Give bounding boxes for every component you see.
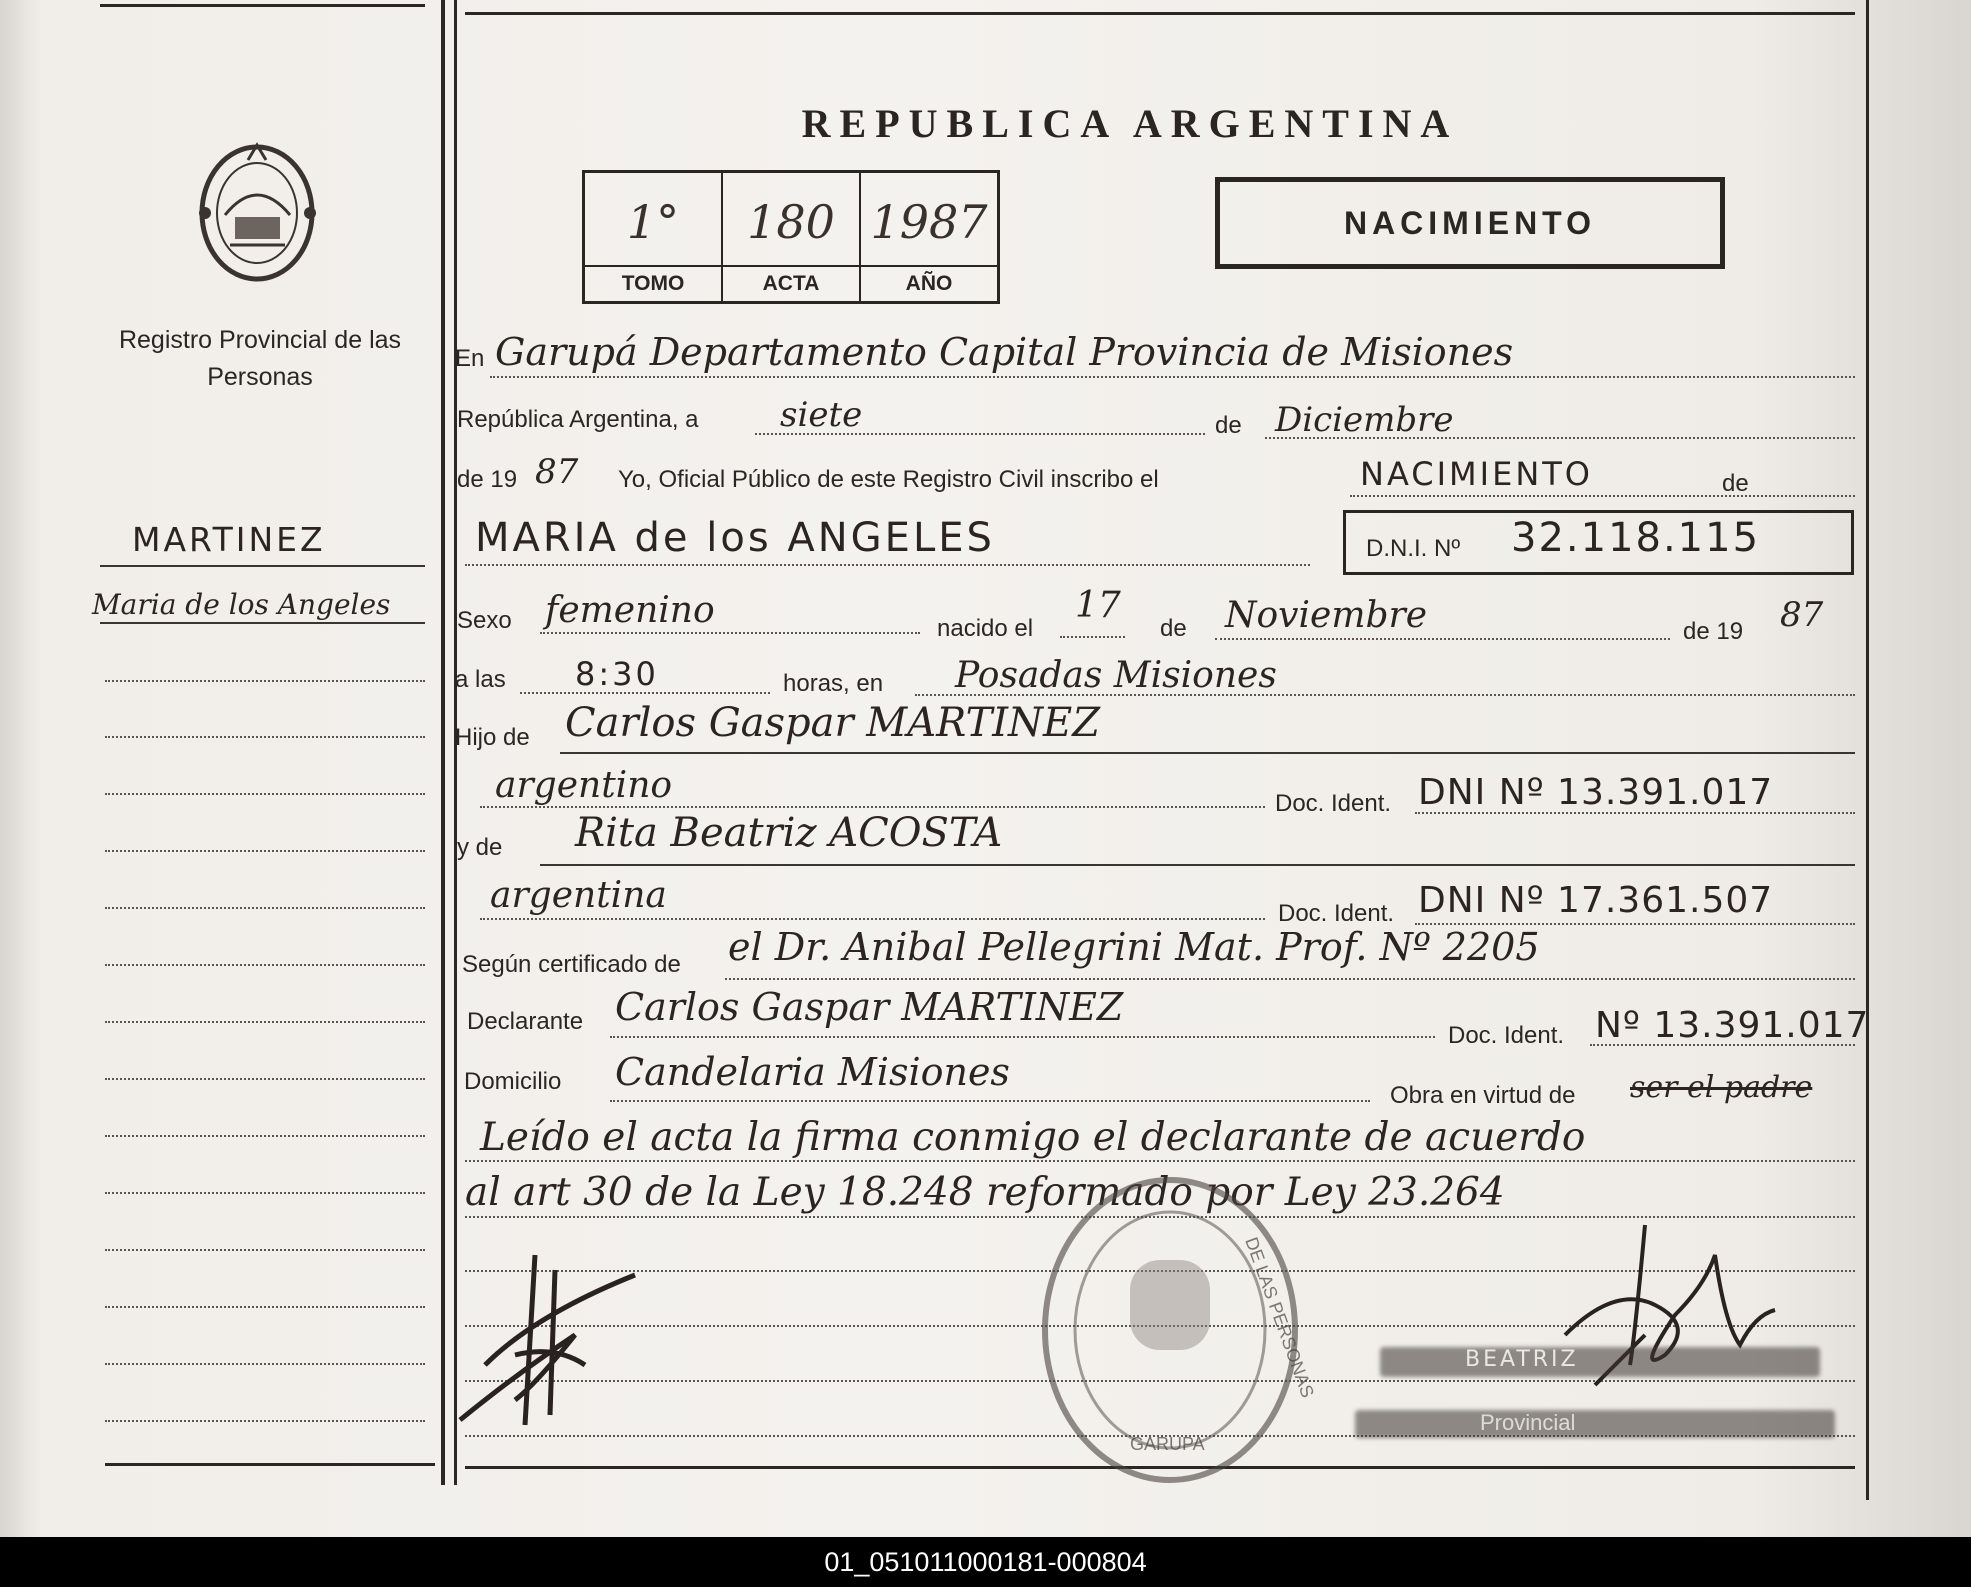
province-seal-icon	[190, 135, 325, 290]
dotted-line	[1215, 638, 1670, 640]
margin-surname: MARTINEZ	[132, 520, 326, 559]
entry-lugar: Garupá Departamento Capital Provincia de Misiones	[495, 330, 1514, 374]
label-obra: Obra en virtud de	[1390, 1082, 1576, 1109]
dotted-line	[1590, 1044, 1855, 1046]
dotted-line	[610, 1036, 1435, 1038]
margin-dotted-line	[105, 1135, 425, 1137]
dotted-line	[1350, 495, 1855, 497]
label-sexo: Sexo	[457, 607, 512, 634]
entry-obs1: Leído el acta la firma conmigo el declarante de acuerdo	[480, 1115, 1586, 1160]
entry-dia: siete	[780, 395, 863, 435]
right-border	[1866, 0, 1869, 1500]
ink-smudge	[1380, 1347, 1820, 1377]
acta-value: 180	[747, 195, 835, 249]
label-de-19b: de 19	[1683, 618, 1744, 645]
margin-dotted-line	[105, 736, 425, 738]
entry-padre-doc: DNI Nº 13.391.017	[1418, 772, 1774, 813]
entry-hora: 8:30	[575, 655, 659, 693]
margin-dotted-line	[105, 964, 425, 966]
entry-nac-mes: Noviembre	[1225, 595, 1428, 636]
entry-acto: NACIMIENTO	[1360, 455, 1593, 493]
entry-madre-nac: argentina	[490, 875, 667, 916]
label-domicilio: Domicilio	[464, 1068, 562, 1095]
label-a-las: a las	[455, 666, 506, 693]
label-declarante: Declarante	[467, 1008, 584, 1035]
margin-dotted-line	[105, 793, 425, 795]
dotted-line	[915, 694, 1855, 696]
margin-dotted-line	[105, 1420, 425, 1422]
margin-dotted-line	[105, 1249, 425, 1251]
label-nacido-el: nacido el	[937, 615, 1034, 642]
label-segun: Según certificado de	[462, 951, 681, 978]
entry-nac-anio: 87	[1780, 595, 1824, 635]
margin-dotted-line	[105, 850, 425, 852]
margin-dotted-line	[105, 1363, 425, 1365]
registry-name: Registro Provincial de las Personas	[118, 326, 402, 391]
dotted-line	[1265, 437, 1855, 439]
top-rule-left	[100, 4, 425, 7]
label-de2: de	[1160, 615, 1187, 642]
dotted-line	[755, 433, 1205, 435]
dotted-line	[1060, 636, 1125, 638]
anio-value: 1987	[870, 195, 988, 249]
label-doc-ident-padre: Doc. Ident.	[1275, 790, 1392, 817]
entry-declarante: Carlos Gaspar MARTINEZ	[615, 985, 1124, 1029]
entry-sexo: femenino	[545, 590, 715, 631]
dotted-line	[540, 632, 920, 634]
tomo-cell	[585, 173, 723, 301]
declarant-signature-icon	[455, 1245, 645, 1440]
label-de: de	[1215, 412, 1242, 439]
entry-padre: Carlos Gaspar MARTINEZ	[565, 700, 1101, 746]
entry-anio-corto: 87	[535, 452, 579, 492]
margin-rule	[100, 622, 425, 624]
margin-divider-left	[441, 0, 445, 1485]
acta-cell	[723, 173, 861, 301]
entry-lugar-nac: Posadas Misiones	[955, 655, 1277, 696]
tomo-value: 1°	[626, 195, 680, 249]
dotted-line	[465, 1160, 1855, 1162]
margin-dotted-line	[105, 907, 425, 909]
label-y-de: y de	[457, 834, 503, 861]
dotted-line	[465, 564, 1310, 566]
margin-dotted-line	[105, 1021, 425, 1023]
dotted-line	[480, 806, 1265, 808]
entry-declarante-doc: Nº 13.391.017	[1595, 1005, 1870, 1046]
label-republica: República Argentina, a	[457, 406, 699, 433]
dotted-line	[1415, 812, 1855, 814]
anio-label: AÑO	[861, 265, 997, 301]
entry-dni: 32.118.115	[1511, 515, 1761, 561]
underline	[540, 864, 1855, 866]
margin-dotted-line	[105, 680, 425, 682]
label-horas-en: horas, en	[783, 670, 884, 697]
label-doc-ident-declarante: Doc. Ident.	[1448, 1022, 1565, 1049]
entry-obs2: al art 30 de la Ley 18.248 reformado por Ley 23.264	[465, 1170, 1505, 1215]
margin-dotted-line	[105, 1078, 425, 1080]
underline	[560, 752, 1855, 754]
dni-box	[1343, 510, 1854, 575]
stamp-official-name: BEATRIZ	[1465, 1347, 1579, 1372]
entry-nac-dia: 17	[1075, 585, 1121, 626]
dotted-line	[725, 978, 1855, 980]
label-en: En	[455, 345, 485, 372]
official-stamp-icon	[1035, 1170, 1318, 1490]
entry-obra: ser el padre	[1630, 1070, 1813, 1105]
dotted-line	[520, 692, 770, 694]
dotted-line	[480, 918, 1265, 920]
top-rule-right	[465, 12, 1855, 15]
margin-dotted-line	[105, 1192, 425, 1194]
label-dni: D.N.I. Nº	[1366, 535, 1461, 562]
acta-label: ACTA	[723, 265, 859, 301]
registry-reference-box	[582, 170, 1000, 304]
ink-smudge	[1355, 1410, 1835, 1438]
label-yo-oficial: Yo, Oficial Público de este Registro Civil inscribo el	[618, 466, 1159, 493]
entry-nombre: MARIA de los ANGELES	[475, 515, 995, 561]
country-title: REPUBLICA ARGENTINA	[801, 101, 1459, 146]
margin-given-names: Maria de los Angeles	[92, 588, 391, 621]
image-id-bar: 01_051011000181-000804	[0, 1537, 1971, 1587]
margin-rule	[100, 565, 425, 567]
entry-madre-doc: DNI Nº 17.361.507	[1418, 880, 1774, 921]
entry-mes: Diciembre	[1275, 400, 1454, 440]
label-de-19: de 19	[457, 466, 518, 493]
stamp-ring-bottom: GARUPA	[1130, 1434, 1205, 1454]
label-de-after: de	[1722, 470, 1749, 497]
tomo-label: TOMO	[585, 265, 721, 301]
stamp-ring-text: DE LAS PERSONAS	[1241, 1234, 1318, 1401]
dotted-line	[610, 1100, 1370, 1102]
bottom-rule-left	[105, 1463, 435, 1466]
dotted-line	[490, 376, 1855, 378]
entry-padre-nac: argentino	[495, 765, 673, 806]
margin-dotted-line	[105, 1306, 425, 1308]
stamp-official-title: Provincial	[1480, 1410, 1576, 1435]
entry-certificado: el Dr. Anibal Pellegrini Mat. Prof. Nº 2205	[728, 925, 1540, 969]
entry-madre: Rita Beatriz ACOSTA	[575, 810, 1003, 856]
label-doc-ident-madre: Doc. Ident.	[1278, 900, 1395, 927]
label-hijo-de: Hijo de	[455, 724, 530, 751]
anio-cell	[861, 173, 997, 301]
entry-domicilio: Candelaria Misiones	[615, 1050, 1010, 1094]
certificate-type-box: NACIMIENTO	[1215, 177, 1725, 269]
